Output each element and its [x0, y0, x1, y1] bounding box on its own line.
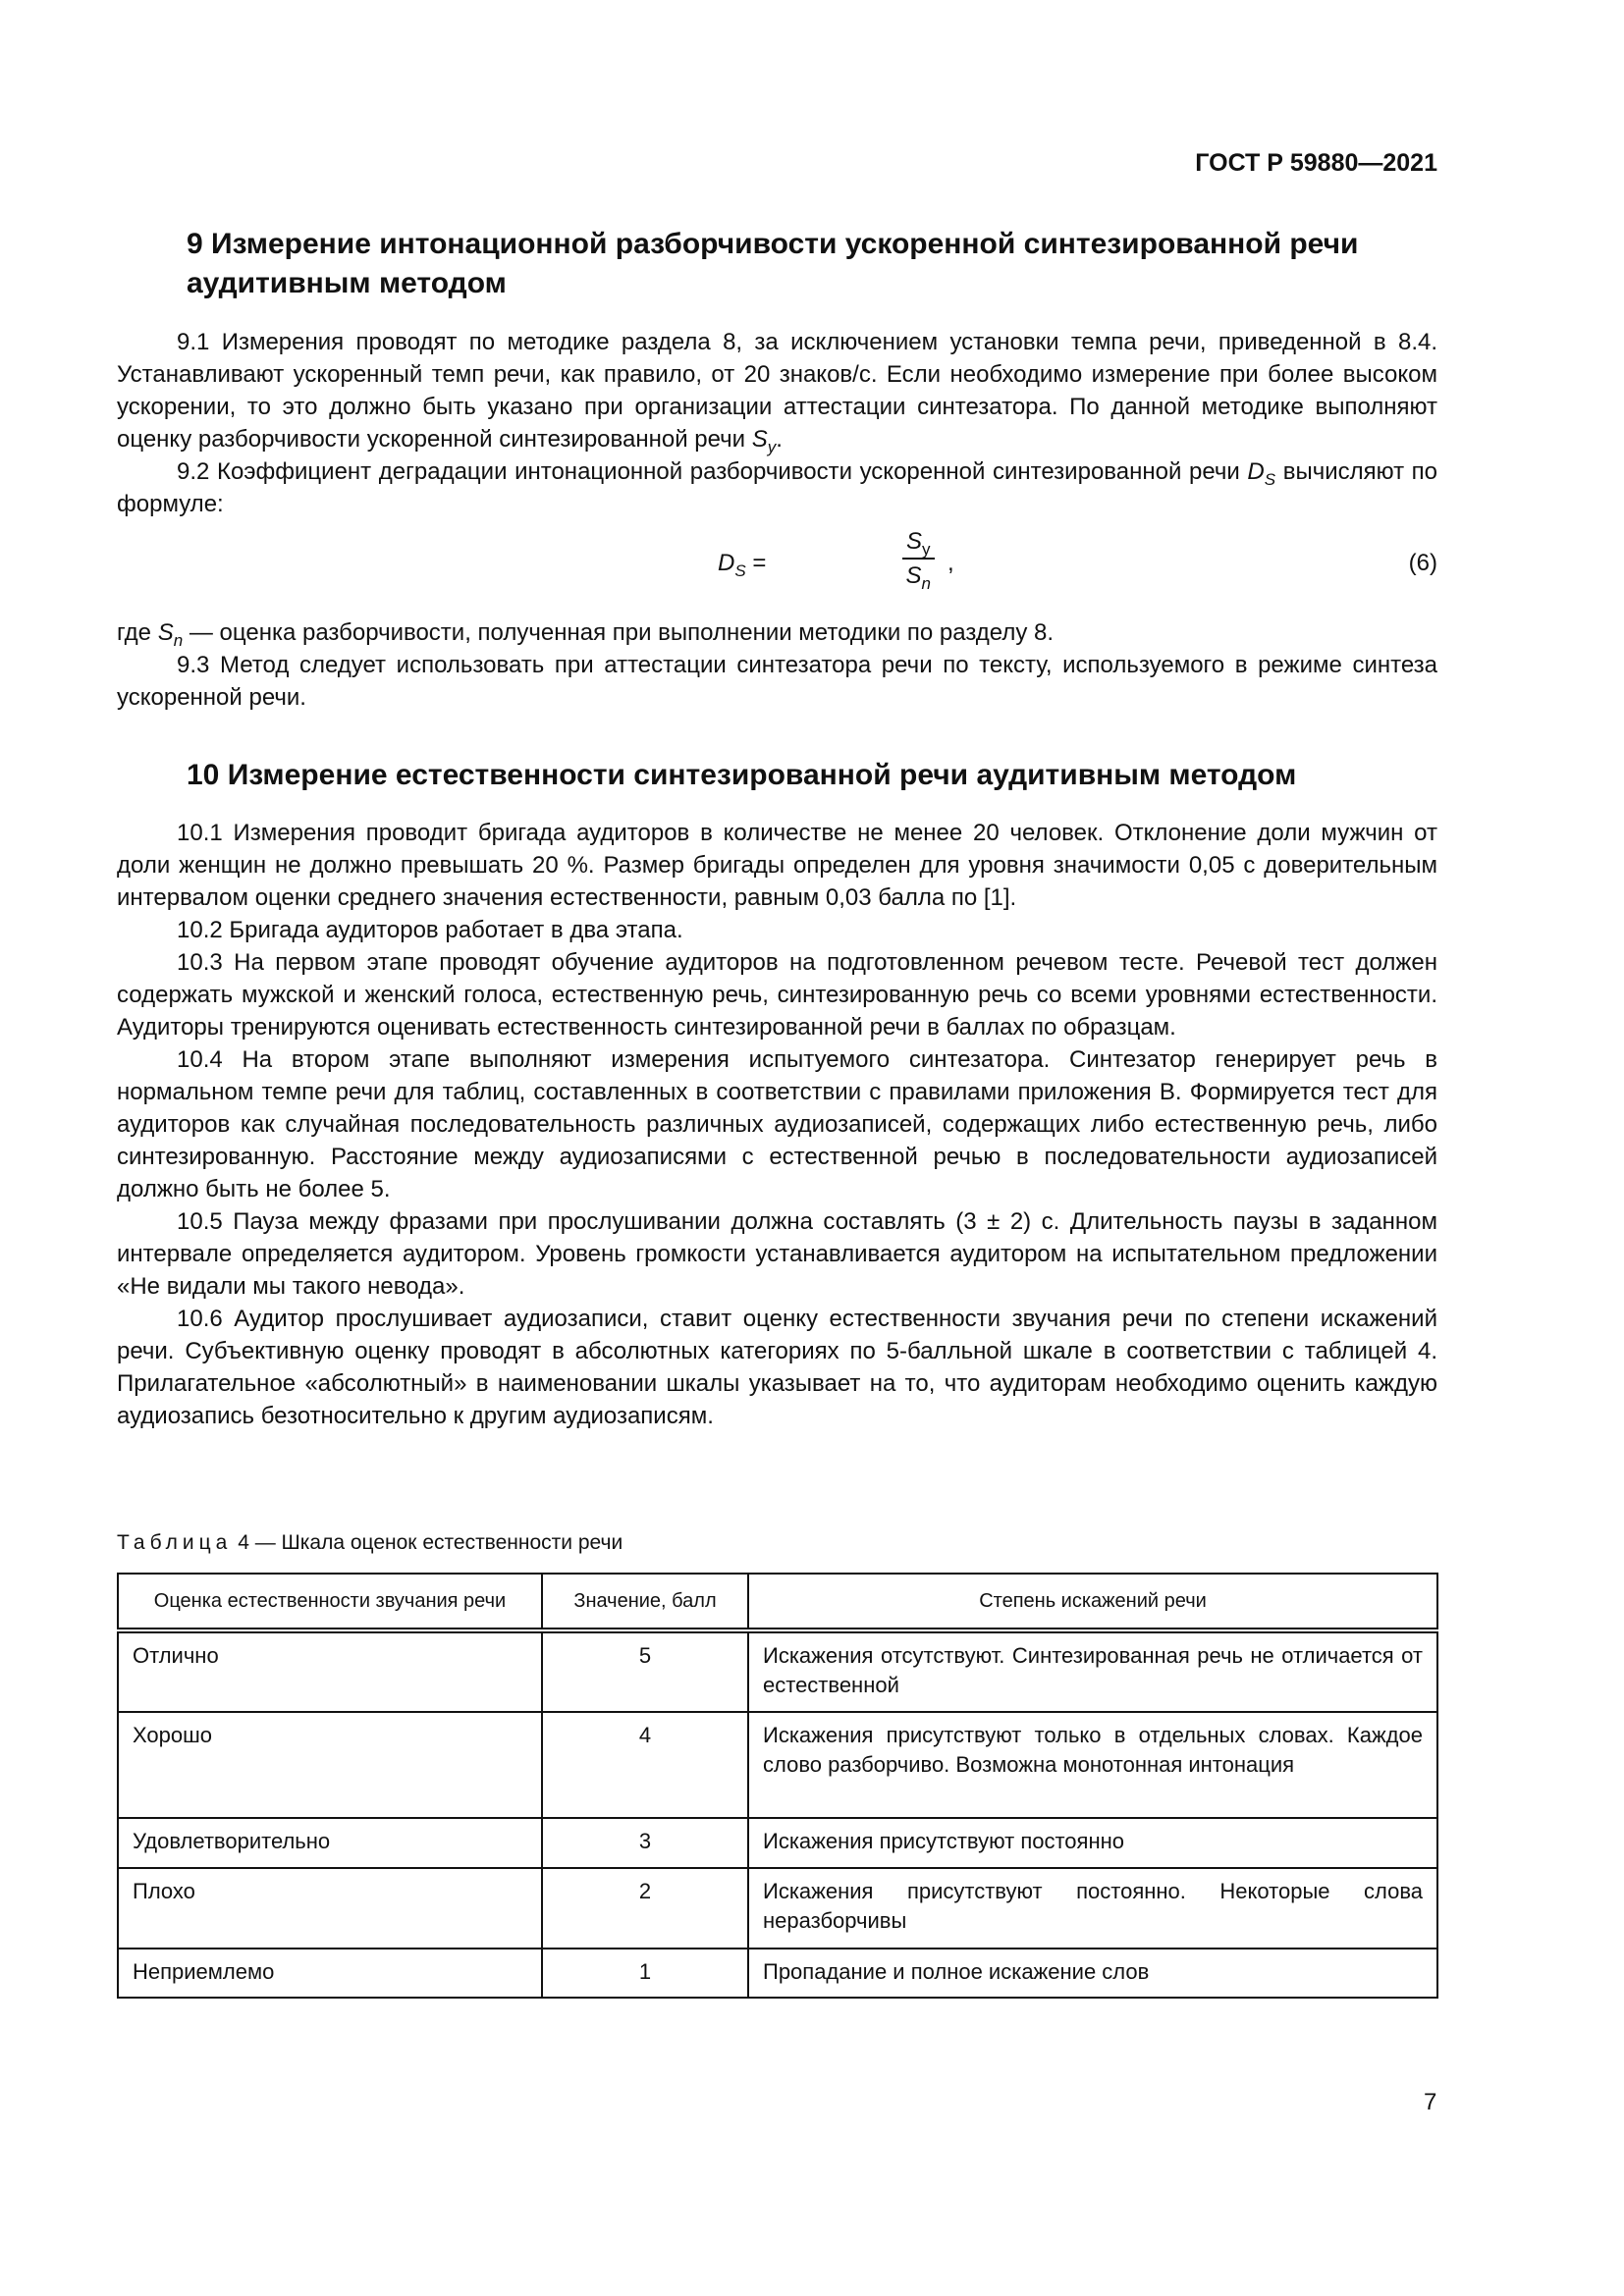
paragraph-text: 9.1 Измерения проводят по методике раздела 8, за исключением установки темпа речи, приведенной в 8.4. Устанавливают ускоренный темп речи, как правило, от 20 знаков/с. Если необходимо измерение при более высоком ускорении, то это должно быть указано при организации аттестации синтезатора. По данной методике выполняют оценку разборчивости ускоренной синтезированной речи — [117, 329, 1437, 453]
score-cell: 2 — [542, 1868, 748, 1949]
symbol — [1247, 458, 1276, 489]
formula-equals: = — [752, 550, 767, 576]
table-row — [118, 1949, 1437, 1998]
table-row — [118, 1818, 1437, 1868]
page-number: 7 — [1424, 2089, 1437, 2115]
section-10-body — [117, 817, 1437, 1432]
table-caption-text: 4 — Шкала оценок естественности речи — [238, 1531, 623, 1554]
document-id: ГОСТ Р 59880—2021 — [1195, 149, 1437, 177]
formula-lhs-subscript: S — [734, 561, 746, 580]
rating-cell: Удовлетворительно — [118, 1818, 542, 1868]
fraction-numerator — [902, 526, 935, 560]
numerator-subscript: y — [922, 540, 931, 559]
symbol — [751, 426, 777, 456]
equation-number: (6) — [1408, 550, 1437, 576]
numerator-symbol: S — [906, 528, 923, 555]
table-header-row — [118, 1574, 1437, 1630]
formula-6 — [117, 526, 1437, 614]
distortion-cell: Искажения отсутствуют. Синтезированная речь не отличается от естественной — [748, 1630, 1437, 1712]
table-row — [118, 1630, 1437, 1712]
formula-explanation — [117, 616, 1437, 649]
rating-cell: Отлично — [118, 1630, 542, 1712]
distortion-cell: Искажения присутствуют только в отдельных словах. Каждое слово разборчиво. Возможна монотонная интонация — [748, 1712, 1437, 1818]
fraction-denominator — [906, 560, 931, 593]
distortion-cell: Искажения присутствуют постоянно. Некоторые слова неразборчивы — [748, 1868, 1437, 1949]
column-header: Оценка естественности звучания речи — [118, 1574, 542, 1630]
symbol-text: S — [157, 619, 174, 646]
column-header: Значение, балл — [542, 1574, 748, 1630]
score-cell: 1 — [542, 1949, 748, 1998]
symbol-text: S — [751, 426, 768, 453]
paragraph-10-3: 10.3 На первом этапе проводят обучение аудиторов на подготовленном речевом тесте. Речевой тест должен содержать мужской и женский голоса, естественную речь, синтезированную речь со всеми уровнями естественности. Аудиторы тренируются оценивать естественность синтезированной речи в баллах по образцам. — [117, 949, 1437, 1041]
formula-lhs — [718, 550, 767, 580]
naturalness-scale-table — [117, 1573, 1438, 1999]
paragraph-9-1: 9.1 Измерения проводят по методике раздела 8, за исключением установки темпа речи, приведенной в 8.4. Устанавливают ускоренный темп речи, как правило, от 20 знаков/с. Если необходимо измерение при более высоком ускорении, то это должно быть указано при организации аттестации синтезатора. По данной методике выполняют оценку разборчивости ускоренной синтезированной речи $S_y$. — [117, 329, 1437, 456]
symbol-text: D — [1247, 458, 1265, 485]
table-caption-label: Таблица — [117, 1531, 233, 1554]
distortion-cell: Искажения присутствуют постоянно — [748, 1818, 1437, 1868]
section-9-body-continued — [117, 616, 1437, 714]
table-caption — [117, 1531, 623, 1555]
denominator-symbol: S — [905, 562, 922, 589]
formula-comma: , — [947, 550, 954, 576]
rating-cell: Неприемлемо — [118, 1949, 542, 1998]
symbol — [157, 619, 184, 650]
denominator-subscript: n — [921, 574, 931, 593]
rating-cell: Хорошо — [118, 1712, 542, 1818]
section-10-heading: 10 Измерение естественности синтезированной речи аудитивным методом — [187, 759, 1297, 791]
table-row — [118, 1868, 1437, 1949]
paragraph-10-4: 10.4 На втором этапе выполняют измерения испытуемого синтезатора. Синтезатор генерирует речь в нормальном темпе речи для таблиц, составленных в соответствии с правилами приложения В. Формируется тест для аудиторов как случайная последовательность различных аудиозаписей, содержащих либо естественную речь, либо синтезированную. Расстояние между аудиозаписями с естественной речью в последовательности аудиозаписей должно быть не более 5. — [117, 1046, 1437, 1202]
score-cell: 3 — [542, 1818, 748, 1868]
formula-lhs-symbol: D — [718, 550, 735, 576]
paragraph-9-3: 9.3 Метод следует использовать при аттестации синтезатора речи по тексту, используемого в режиме синтеза ускоренной речи. — [117, 652, 1437, 711]
paragraph-9-2 — [117, 455, 1437, 520]
where-label: где — [117, 619, 152, 646]
table-row — [118, 1712, 1437, 1818]
rating-cell: Плохо — [118, 1868, 542, 1949]
symbol-subscript: n — [173, 631, 184, 650]
paragraph-10-2: 10.2 Бригада аудиторов работает в два этапа. — [177, 917, 683, 943]
paragraph-text: вычисляют по формуле: — [117, 458, 1438, 517]
distortion-cell: Пропадание и полное искажение слов — [748, 1949, 1437, 1998]
paragraph-text: 9.2 Коэффициент деградации интонационной разборчивости ускоренной синтезированной речи — [177, 458, 1240, 485]
paragraph-10-1: 10.1 Измерения проводит бригада аудиторов в количестве не менее 20 человек. Отклонение доли мужчин от доли женщин не должно превышать 20 %. Размер бригады определен для уровня значимости 0,05 с доверительным интервалом оценки среднего значения естественности, равным 0,03 балла по [1]. — [117, 820, 1437, 911]
paragraph-text: — оценка разборчивости, полученная при выполнении методики по разделу 8. — [189, 619, 1055, 646]
symbol-subscript: S — [1264, 470, 1276, 489]
formula-fraction — [902, 526, 935, 593]
column-header: Степень искажений речи — [748, 1574, 1437, 1630]
score-cell: 4 — [542, 1712, 748, 1818]
paragraph-10-5: 10.5 Пауза между фразами при прослушивании должна составлять (3 ± 2) с. Длительность паузы в заданном интервале определяется аудитором. Уровень громкости устанавливается аудитором на испытательном предложении «Не видали мы такого невода». — [117, 1208, 1437, 1300]
paragraph-10-6: 10.6 Аудитор прослушивает аудиозаписи, ставит оценку естественности звучания речи по степени искажений речи. Субъективную оценку проводят в абсолютных категориях по 5-балльной шкале в соответствии с таблицей 4. Прилагательное «абсолютный» в наименовании шкалы указывает на то, что аудиторам необходимо оценить каждую аудиозапись безотносительно к другим аудиозаписям. — [117, 1306, 1437, 1429]
symbol-subscript: y — [767, 438, 777, 456]
section-9-body — [117, 326, 1437, 520]
score-cell: 5 — [542, 1630, 748, 1712]
section-9-heading: 9 Измерение интонационной разборчивости ускоренной синтезированной речи аудитивным методом — [187, 228, 1359, 299]
